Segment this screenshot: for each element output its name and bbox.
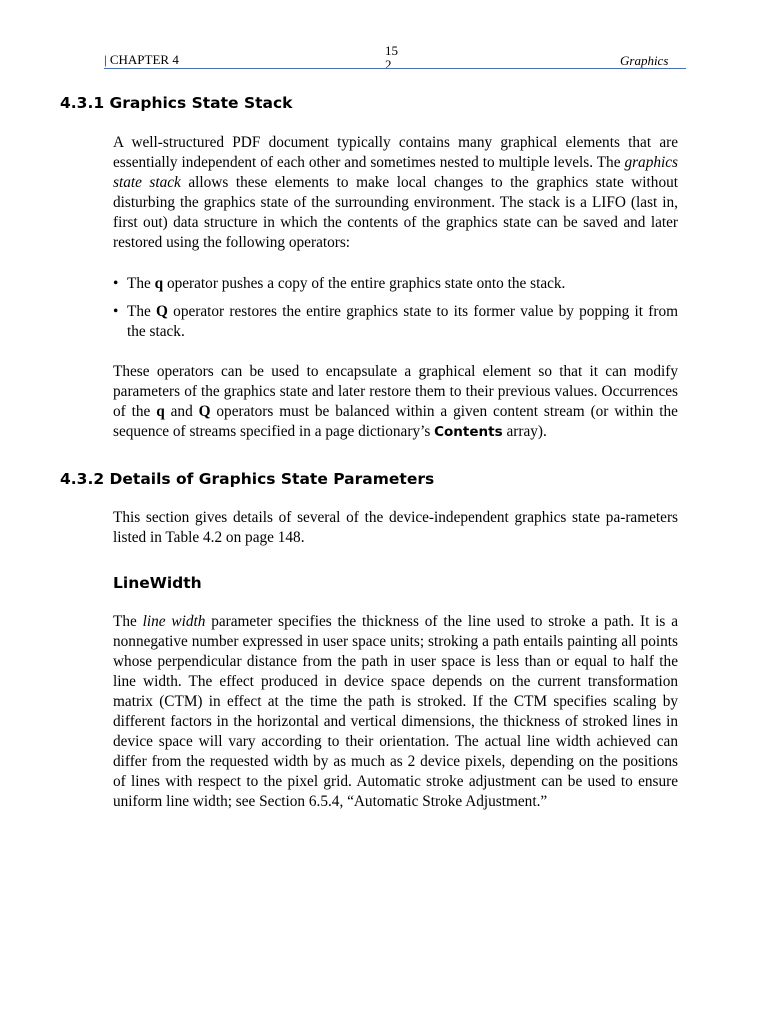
text-run: array).	[502, 423, 547, 440]
term-line-width: line width	[142, 613, 206, 630]
header-rule	[104, 68, 686, 69]
list-item	[113, 302, 678, 342]
text-run: and	[164, 403, 199, 420]
text-run: These operators can be used to encapsulate a graphical element so that it can modify parameters of the graphics state and later restore them to their previous values. Occurrences of the	[113, 363, 678, 420]
text-run: A well-structured PDF document typically contains many graphical elements that are essentially independent of each other and sometimes nested to multiple levels. The	[113, 134, 678, 171]
text-run: The	[113, 613, 143, 630]
operator-list	[113, 274, 678, 350]
paragraph-stack-intro	[113, 133, 678, 253]
paragraph-parameters-intro: This section gives details of several of the device-independent graphics state pa-rameters listed in Table 4.2 on page 148.	[113, 509, 678, 546]
paragraph-operators-usage	[113, 362, 678, 442]
operator-Q: Q	[198, 403, 211, 420]
text-run: allows these elements to make local changes to the graphics state without disturbing the graphics state of the surrounding environment. The stack is a LIFO (last in, first out) data structure in which the contents of the graphics state can be saved and later restored using the following operators:	[113, 174, 678, 251]
text-run: operators must be balanced within a given content stream (or within the sequence of streams specified in a page dictionary’s	[113, 403, 678, 440]
list-item	[113, 274, 678, 294]
keyword-contents: Contents	[434, 424, 503, 440]
operator-Q: Q	[156, 303, 168, 320]
header-section-name: Graphics	[620, 53, 669, 68]
operator-q: q	[154, 275, 164, 292]
text-run: The	[127, 275, 155, 292]
text-run: operator pushes a copy of the entire graphics state onto the stack.	[163, 275, 566, 292]
section-heading-4-3-1: 4.3.1 Graphics State Stack	[60, 94, 293, 112]
paragraph-linewidth	[113, 612, 678, 812]
text-run: operator restores the entire graphics state to its former value by popping it from the stack.	[127, 303, 679, 340]
header-chapter: | CHAPTER 4	[104, 52, 179, 67]
text-run: The	[127, 303, 157, 320]
text-run: parameter specifies the thickness of the line used to stroke a path. It is a nonnegative number expressed in user space units; stroking a path entails painting all points whose perpendicular distance from the path in user space is less than or equal to half the line width. The effect produced in device space depends on the current transformation matrix (CTM) in effect at the time the path is stroked. If the CTM specifies scaling by different factors in the horizontal and vertical dimensions, the thickness of stroked lines in device space will vary according to their orientation. The actual line width achieved can differ from the requested width by as much as 2 device pixels, depending on the positions of lines with respect to the pixel grid. Automatic stroke adjustment can be used to ensure uniform line width; see Section 6.5.4, “Automatic Stroke Adjustment.”	[113, 613, 678, 810]
header-page-number: 152	[385, 43, 398, 72]
bullet-icon: •	[113, 303, 119, 320]
operator-q: q	[156, 403, 165, 420]
term-graphics-state-stack: graphics state stack	[113, 154, 678, 191]
bullet-icon: •	[113, 275, 119, 292]
section-heading-4-3-2: 4.3.2 Details of Graphics State Parameters	[60, 470, 435, 488]
subheading-linewidth: LineWidth	[113, 574, 202, 592]
